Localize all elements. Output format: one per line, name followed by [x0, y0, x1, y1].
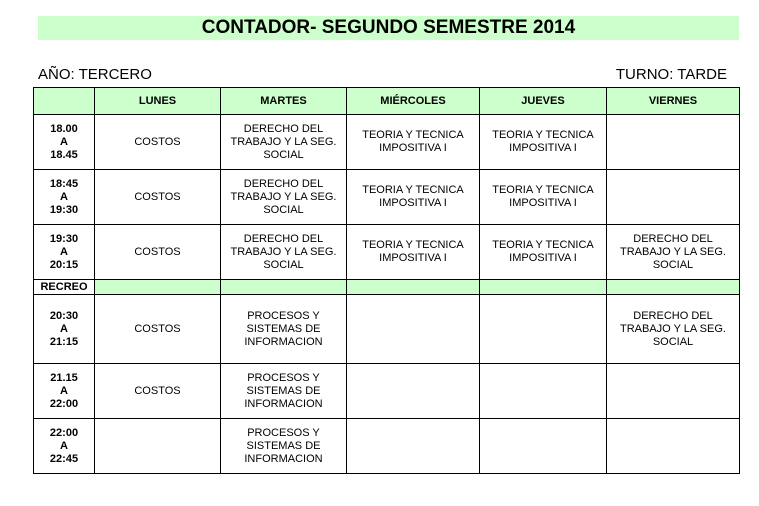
time-start: 18:45	[49, 177, 79, 190]
time-cell	[34, 225, 95, 280]
header-jueves: JUEVES	[480, 88, 607, 115]
time-end: 19:30	[49, 203, 79, 216]
class-cell: DERECHO DEL TRABAJO Y LA SEG. SOCIAL	[221, 225, 347, 280]
class-cell: PROCESOS Y SISTEMAS DE INFORMACION	[221, 295, 347, 364]
time-start: 22:00	[49, 426, 79, 439]
recreo-row	[34, 280, 740, 295]
time-sep: A	[60, 190, 68, 203]
time-sep: A	[60, 439, 68, 452]
class-cell	[607, 364, 740, 419]
class-cell: TEORIA Y TECNICA IMPOSITIVA I	[347, 170, 480, 225]
time-end: 21:15	[49, 335, 79, 348]
recreo-cell	[221, 280, 347, 295]
header-martes: MARTES	[221, 88, 347, 115]
time-sep: A	[60, 322, 68, 335]
time-end: 20:15	[49, 258, 79, 271]
class-cell: TEORIA Y TECNICA IMPOSITIVA I	[480, 115, 607, 170]
class-cell: DERECHO DEL TRABAJO Y LA SEG. SOCIAL	[607, 225, 740, 280]
time-sep: A	[60, 384, 68, 397]
time-start: 21.15	[50, 371, 78, 384]
class-cell: DERECHO DEL TRABAJO Y LA SEG. SOCIAL	[607, 295, 740, 364]
class-cell: DERECHO DEL TRABAJO Y LA SEG. SOCIAL	[221, 115, 347, 170]
time-cell	[34, 170, 95, 225]
class-cell: COSTOS	[95, 170, 221, 225]
recreo-cell	[347, 280, 480, 295]
table-row	[34, 419, 740, 474]
class-cell	[347, 364, 480, 419]
class-cell: COSTOS	[95, 115, 221, 170]
class-cell	[347, 419, 480, 474]
header-lunes: LUNES	[95, 88, 221, 115]
class-cell	[480, 295, 607, 364]
time-cell	[34, 115, 95, 170]
header-row	[34, 88, 740, 115]
class-cell: COSTOS	[95, 364, 221, 419]
time-start: 20:30	[49, 309, 79, 322]
time-end: 22:00	[49, 397, 79, 410]
time-end: 18.45	[50, 148, 78, 161]
time-sep: A	[60, 135, 68, 148]
header-viernes: VIERNES	[607, 88, 740, 115]
recreo-cell	[607, 280, 740, 295]
class-cell	[480, 364, 607, 419]
class-cell	[607, 170, 740, 225]
time-end: 22:45	[49, 452, 79, 465]
shift-label: TURNO: TARDE	[615, 66, 727, 83]
header-miercoles: MIÉRCOLES	[347, 88, 480, 115]
page-title: CONTADOR- SEGUNDO SEMESTRE 2014	[38, 16, 739, 40]
class-cell	[347, 295, 480, 364]
class-cell: TEORIA Y TECNICA IMPOSITIVA I	[347, 225, 480, 280]
time-cell	[34, 364, 95, 419]
table-row	[34, 170, 740, 225]
time-cell	[34, 295, 95, 364]
class-cell	[607, 115, 740, 170]
header-time	[34, 88, 95, 115]
class-cell: TEORIA Y TECNICA IMPOSITIVA I	[480, 225, 607, 280]
class-cell: DERECHO DEL TRABAJO Y LA SEG. SOCIAL	[221, 170, 347, 225]
recreo-cell	[95, 280, 221, 295]
table-row	[34, 225, 740, 280]
class-cell: TEORIA Y TECNICA IMPOSITIVA I	[480, 170, 607, 225]
recreo-cell	[480, 280, 607, 295]
schedule-table	[33, 87, 740, 474]
table-row	[34, 295, 740, 364]
time-cell	[34, 419, 95, 474]
class-cell: TEORIA Y TECNICA IMPOSITIVA I	[347, 115, 480, 170]
class-cell: PROCESOS Y SISTEMAS DE INFORMACION	[221, 364, 347, 419]
class-cell	[480, 419, 607, 474]
recreo-label: RECREO	[34, 280, 95, 295]
class-cell	[95, 419, 221, 474]
class-cell: COSTOS	[95, 225, 221, 280]
time-start: 18.00	[50, 122, 78, 135]
year-label: AÑO: TERCERO	[38, 66, 152, 83]
class-cell	[607, 419, 740, 474]
class-cell: PROCESOS Y SISTEMAS DE INFORMACION	[221, 419, 347, 474]
time-sep: A	[60, 245, 68, 258]
class-cell: COSTOS	[95, 295, 221, 364]
table-row	[34, 364, 740, 419]
table-row	[34, 115, 740, 170]
time-start: 19:30	[49, 232, 79, 245]
